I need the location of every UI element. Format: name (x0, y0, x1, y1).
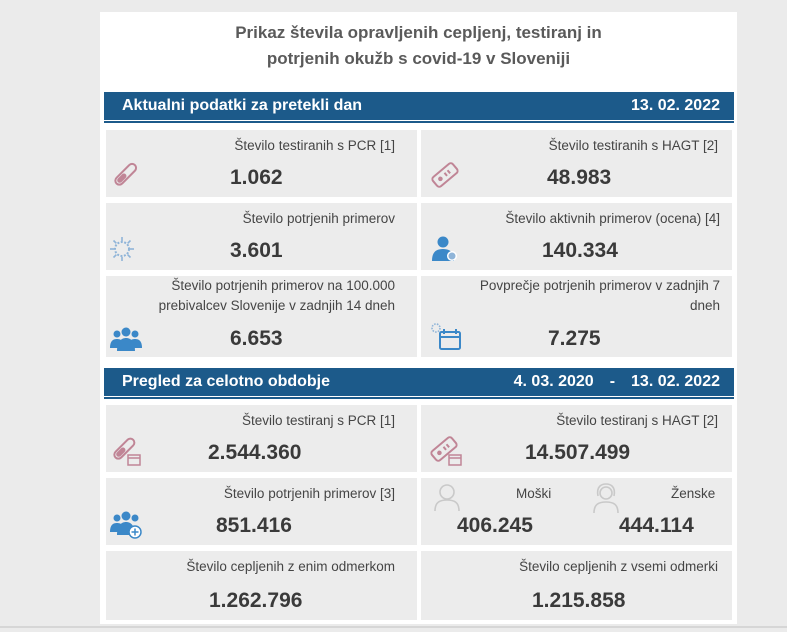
card-pcr-total (106, 405, 417, 472)
people-group-icon (110, 326, 142, 352)
section-divider (104, 397, 734, 399)
card-value: 140.334 (542, 239, 618, 262)
section-header-total (104, 368, 734, 396)
section-date-daily: 13. 02. 2022 (631, 97, 720, 114)
section-title-total: Pregled za celotno obdobje (122, 373, 331, 390)
date-dash: - (609, 373, 616, 390)
card-value: 48.983 (547, 166, 612, 189)
male-value: 406.245 (457, 514, 533, 537)
card-value: 1.062 (230, 166, 283, 189)
card-label (480, 276, 720, 316)
date-to: 13. 02. 2022 (631, 373, 720, 390)
person-icon (431, 235, 459, 263)
card-vaccinated-one-dose (106, 551, 417, 620)
page-title (100, 20, 737, 72)
card-7-day-average (421, 276, 732, 357)
male-icon (433, 482, 461, 512)
card-value: 7.275 (548, 327, 601, 350)
male-label: Moški (516, 486, 552, 501)
card-value: 1.215.858 (532, 589, 626, 612)
card-label: Število testiranj s PCR [1] (241, 413, 395, 428)
card-label: Število aktivnih primerov (ocena) [4] (505, 211, 720, 226)
test-tube-icon (110, 160, 140, 190)
test-tube-calendar-icon (110, 435, 142, 467)
card-value: 2.544.360 (208, 441, 302, 464)
card-label: Število testiranj s HAGT [2] (556, 413, 718, 428)
card-active-daily (421, 203, 732, 270)
card-label: Število cepljenih z vsemi odmerki (519, 559, 718, 574)
card-gender-split (421, 478, 732, 545)
card-per-100k (106, 276, 417, 357)
card-value: 1.262.796 (209, 589, 303, 612)
card-value: 3.601 (230, 239, 283, 262)
rapid-test-icon (429, 160, 461, 190)
card-label (159, 276, 395, 316)
people-group-plus-icon (110, 510, 142, 540)
calendar-virus-icon (429, 320, 463, 352)
virus-icon (108, 235, 136, 263)
card-hagt-daily (421, 130, 732, 197)
female-value: 444.114 (619, 514, 694, 537)
section-header-daily (104, 92, 734, 120)
female-icon (591, 482, 621, 514)
card-confirmed-daily (106, 203, 417, 270)
card-label-line-2: prebivalcev Slovenije v zadnjih 14 dneh (158, 298, 395, 313)
card-label: Število testiranih s HAGT [2] (548, 138, 718, 153)
card-label: Število potrjenih primerov (242, 211, 395, 226)
card-label-line-1: Povprečje potrjenih primerov v zadnjih 7 (479, 278, 720, 293)
date-from: 4. 03. 2020 (513, 373, 594, 390)
card-label-line-2: dneh (689, 298, 720, 313)
card-confirmed-total (106, 478, 417, 545)
card-vaccinated-all-doses (421, 551, 732, 620)
card-value: 6.653 (230, 327, 283, 350)
card-hagt-total (421, 405, 732, 472)
card-pcr-daily (106, 130, 417, 197)
section-title-daily: Aktualni podatki za pretekli dan (122, 97, 363, 114)
card-label: Število potrjenih primerov [3] (223, 486, 395, 501)
rapid-test-calendar-icon (429, 435, 463, 467)
card-label: Število testiranih s PCR [1] (234, 138, 395, 153)
female-label: Ženske (671, 486, 716, 501)
bottom-border (0, 626, 787, 628)
section-divider (104, 121, 734, 123)
title-line-2: potrjenih okužb s covid-19 v Sloveniji (266, 49, 571, 68)
card-value: 14.507.499 (525, 441, 631, 464)
card-label-line-1: Število potrjenih primerov na 100.000 (171, 278, 395, 293)
card-value: 851.416 (216, 514, 292, 537)
card-label: Število cepljenih z enim odmerkom (186, 559, 395, 574)
title-line-1: Prikaz števila opravljenih cepljenj, testiranj in (235, 23, 602, 42)
section-date-range (514, 373, 720, 391)
